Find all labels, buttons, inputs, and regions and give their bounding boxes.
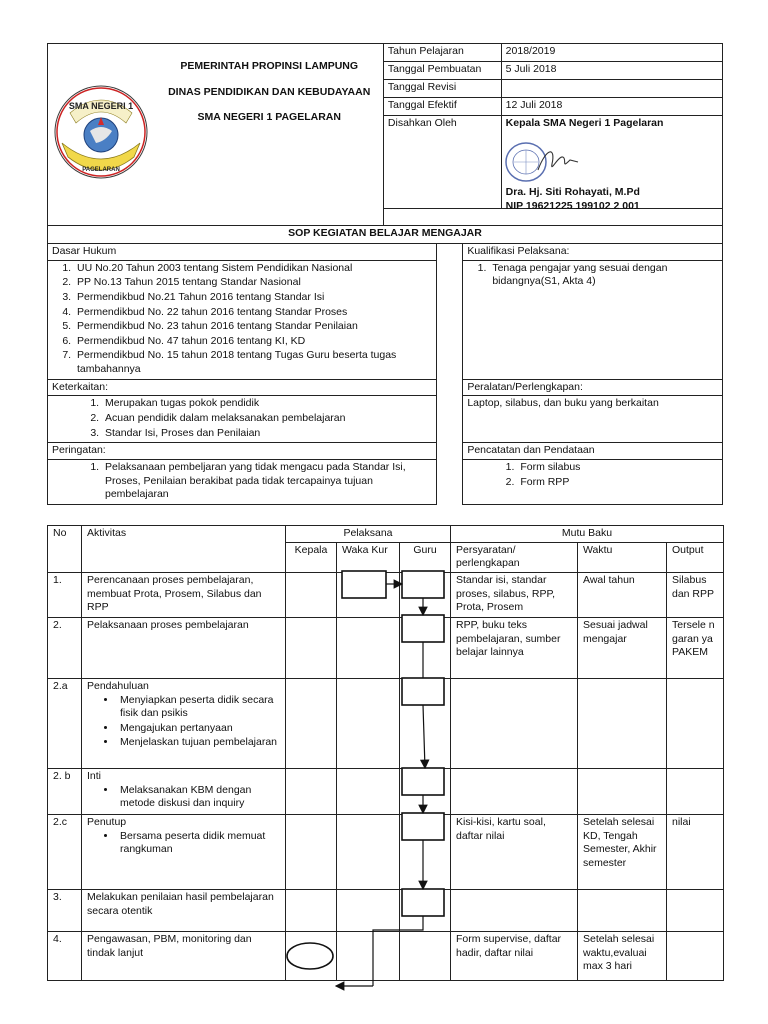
header-waka-kur: Waka Kur [337,542,400,572]
header-persyaratan: Persyaratan/ perlengkapan [451,542,578,572]
list-item: 4. Permendikbud No. 22 tahun 2016 tentang Standar Proses [74,306,432,320]
table-row [48,572,724,617]
bullet-list [87,784,280,811]
list-item: 1. Merupakan tugas pokok pendidik [102,397,432,411]
table-row [48,889,724,931]
bullet-list [87,830,280,857]
row-activity: Pelaksanaan proses pembelajaran [82,617,286,678]
header-mutu-baku: Mutu Baku [451,526,724,543]
peralatan-title: Peralatan/Perlengkapan: [463,379,723,396]
row-no: 1. [48,572,82,617]
info-label: Tanggal Revisi [383,80,501,98]
activity-table [47,525,724,981]
row-activity: Pengawasan, PBM, monitoring dan tindak lanjut [82,931,286,980]
header-aktivitas: Aktivitas [82,526,286,573]
org-name-cell [155,44,383,226]
cell-guru [400,931,451,980]
list-item: 3. Permendikbud No.21 Tahun 2016 tentang Standar Isi [74,291,432,305]
row-activity-cell [82,814,286,889]
table-row [48,931,724,980]
dasar-hukum-list-cell [48,260,437,379]
cell-guru [400,572,451,617]
pencatatan-title: Pencatatan dan Pendataan [463,443,723,460]
peringatan-title: Peringatan: [48,443,437,460]
approval-cell [501,116,722,212]
header-guru: Guru [400,542,451,572]
cell-waka-kur [337,572,400,617]
info-value: 12 Juli 2018 [501,98,722,116]
list-item: 2. Form RPP [517,476,718,490]
list-item: • Bersama peserta didik memuat rangkuman [117,830,280,857]
row-no: 2.c [48,814,82,889]
list-item: 1. Pelaksanaan pembeljaran yang tidak mengacu pada Standar Isi, Proses, Penilaian berakibat pada tidak tercapainya tujuan pembelajaran [102,461,432,502]
logo-cell [48,44,156,226]
cell-guru [400,678,451,768]
keterkaitan-title: Keterkaitan: [48,379,437,396]
row-waktu [578,678,667,768]
approved-title: Kepala SMA Negeri 1 Pagelaran [505,117,664,129]
row-output [667,678,724,768]
row-waktu: Setelah selesai KD, Tengah Semester, Akhir semester [578,814,667,889]
list-item: 3. Standar Isi, Proses dan Penilaian [102,427,432,441]
header-kepala: Kepala [286,542,337,572]
cell-guru [400,814,451,889]
table-row [48,768,724,814]
row-no: 2. [48,617,82,678]
table-row [48,814,724,889]
peringatan-list-cell [48,459,437,504]
dasar-hukum-list [52,262,432,377]
dasar-hukum-title: Dasar Hukum [48,244,437,261]
kualifikasi-list [467,262,718,289]
row-no: 2.a [48,678,82,768]
cell-kepala [286,889,337,931]
cell-kepala [286,814,337,889]
logo-text-bottom: PAGELARAN [82,167,120,174]
list-item: 1. Form silabus [517,461,718,475]
row-req: Standar isi, standar proses, silabus, RPP, Prota, Prosem [451,572,578,617]
table-row [48,678,724,768]
approved-label: Disahkan Oleh [383,116,501,209]
org-line-school: SMA NEGERI 1 PAGELARAN [197,111,341,124]
bullet-list [87,694,280,751]
info-value [501,80,722,98]
column-gap [437,244,463,505]
row-activity: Perencanaan proses pembelajaran, membuat Prota, Prosem, Silabus dan RPP [82,572,286,617]
header-pelaksana: Pelaksana [286,526,451,543]
peringatan-list [52,461,432,502]
row-req [451,768,578,814]
list-item: • Menyiapkan peserta didik secara fisik dan psikis [117,694,280,721]
header-table [47,43,723,244]
cell-kepala [286,931,337,980]
info-label: Tahun Pelajaran [383,44,501,62]
row-activity-cell [82,768,286,814]
list-item: 2. PP No.13 Tahun 2015 tentang Standar Nasional [74,276,432,290]
row-waktu: Setelah selesai waktu,evaluai max 3 hari [578,931,667,980]
cell-kepala [286,768,337,814]
info-label: Tanggal Pembuatan [383,62,501,80]
row-req [451,678,578,768]
row-no: 4. [48,931,82,980]
row-output [667,931,724,980]
list-item: 1. UU No.20 Tahun 2003 tentang Sistem Pendidikan Nasional [74,262,432,276]
list-item: 5. Permendikbud No. 23 tahun 2016 tentang Standar Penilaian [74,320,432,334]
row-activity: Inti [87,769,102,782]
info-sections-table [47,243,723,505]
cell-guru [400,889,451,931]
list-item: • Mengajukan pertanyaan [117,722,280,736]
logo-text-top: SMA NEGERI 1 [68,101,134,112]
row-waktu [578,889,667,931]
row-no: 3. [48,889,82,931]
row-activity: Melakukan penilaian hasil pembelajaran secara otentik [82,889,286,931]
row-output: Tersele ngaran ya PAKEM [667,617,724,678]
list-item: 1. Tenaga pengajar yang sesuai dengan bidangnya(S1, Akta 4) [489,262,718,289]
doc-title: SOP KEGIATAN BELAJAR MENGAJAR [48,226,723,244]
row-req: Form supervise, daftar hadir, daftar nilai [451,931,578,980]
keterkaitan-list [52,397,432,440]
header-output: Output [667,542,724,572]
signer-nip: NIP 19621225 199102 2 001 [505,199,640,212]
row-activity-cell [82,678,286,768]
row-output: nilai [667,814,724,889]
row-activity: Penutup [87,815,127,828]
cell-kepala [286,617,337,678]
row-req: RPP, buku teks pembelajaran, sumber belajar lainnya [451,617,578,678]
school-logo [52,83,150,181]
row-waktu [578,768,667,814]
keterkaitan-list-cell [48,396,437,443]
pencatatan-list [467,461,718,489]
row-output: Silabus dan RPP [667,572,724,617]
list-item: • Melaksanakan KBM dengan metode diskusi dan inquiry [117,784,280,811]
signer-name: Dra. Hj. Siti Rohayati, M.Pd [505,186,640,198]
kualifikasi-list-cell [463,260,723,379]
list-item: 6. Permendikbud No. 47 tahun 2016 tentang KI, KD [74,335,432,349]
cell-guru [400,768,451,814]
cell-guru [400,617,451,678]
cell-waka-kur [337,617,400,678]
row-waktu: Awal tahun [578,572,667,617]
stamp-signature [504,140,594,184]
cell-kepala [286,572,337,617]
cell-waka-kur [337,768,400,814]
cell-kepala [286,678,337,768]
kualifikasi-title: Kualifikasi Pelaksana: [463,244,723,261]
info-value: 2018/2019 [501,44,722,62]
pencatatan-list-cell [463,459,723,504]
header-no: No [48,526,82,573]
row-waktu: Sesuai jadwal mengajar [578,617,667,678]
list-item: 2. Acuan pendidik dalam melaksanakan pembelajaran [102,412,432,426]
info-value: 5 Juli 2018 [501,62,722,80]
cell-waka-kur [337,931,400,980]
row-output [667,768,724,814]
info-label: Tanggal Efektif [383,98,501,116]
peralatan-text: Laptop, silabus, dan buku yang berkaitan [463,396,723,443]
cell-waka-kur [337,814,400,889]
header-waktu: Waktu [578,542,667,572]
row-activity: Pendahuluan [87,679,149,692]
row-no: 2. b [48,768,82,814]
cell-waka-kur [337,889,400,931]
cell-waka-kur [337,678,400,768]
row-req [451,889,578,931]
list-item: 7. Permendikbud No. 15 tahun 2018 tentang Tugas Guru beserta tugas tambahannya [74,349,432,376]
list-item: • Menjelaskan tujuan pembelajaran [117,736,280,750]
row-output [667,889,724,931]
org-line-dinas: DINAS PENDIDIKAN DAN KEBUDAYAAN [168,85,371,98]
row-req: Kisi-kisi, kartu soal, daftar nilai [451,814,578,889]
table-row [48,617,724,678]
org-line-province: PEMERINTAH PROPINSI LAMPUNG [180,60,359,72]
